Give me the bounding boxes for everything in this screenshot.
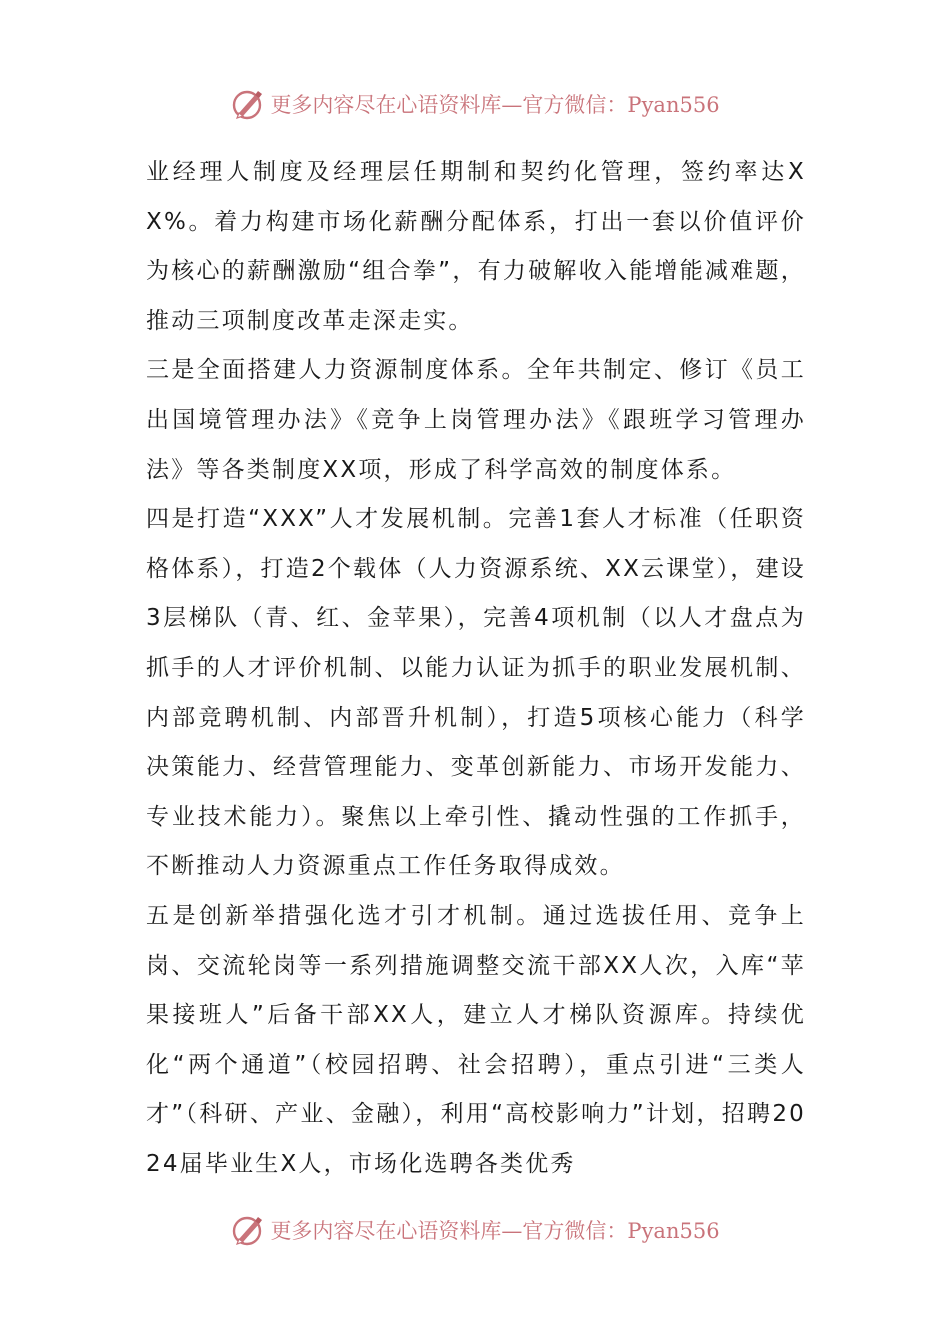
pen-circle-logo-icon [230,86,266,122]
paragraph: 五是创新举措强化选才引才机制。通过选拔任用、竞争上岗、交流轮岗等一系列措施调整交流干部XX人次，入库“苹果接班人”后备干部XX人，建立人才梯队资源库。持续优化“两个通道”（校园招聘、社会招聘），重点引进“三类人才”（科研、产业、金融），利用“高校影响力”计划，招聘2024届毕业生X人，市场化选聘各类优秀 [146,902,806,1177]
footer-watermark-banner [0,1210,950,1250]
watermark-text: 更多内容尽在心语资料库—官方微信：Pyan556 [270,93,720,117]
paragraph: 三是全面搭建人力资源制度体系。全年共制定、修订《员工出国境管理办法》《竞争上岗管理办法》《跟班学习管理办法》等各类制度XX项，形成了科学高效的制度体系。 [146,357,806,483]
header-watermark-banner [0,84,950,124]
paragraph: 业经理人制度及经理层任期制和契约化管理，签约率达XX%。着力构建市场化薪酬分配体系，打出一套以价值评价为核心的薪酬激励“组合拳”，有力破解收入能增能减难题，推动三项制度改革走深走实。 [146,159,806,334]
pen-circle-logo-icon [230,1212,266,1248]
watermark-text: 更多内容尽在心语资料库—官方微信：Pyan556 [270,1219,720,1243]
document-body [146,148,806,1189]
paragraph: 四是打造“XXX”人才发展机制。完善1套人才标准（任职资格体系），打造2个载体（人力资源系统、XX云课堂），建设3层梯队（青、红、金苹果），完善4项机制（以人才盘点为抓手的人才评价机制、以能力认证为抓手的职业发展机制、内部竞聘机制、内部晋升机制），打造5项核心能力（科学决策能力、经营管理能力、变革创新能力、市场开发能力、专业技术能力）。聚焦以上牵引性、撬动性强的工作抓手，不断推动人力资源重点工作任务取得成效。 [146,506,806,880]
